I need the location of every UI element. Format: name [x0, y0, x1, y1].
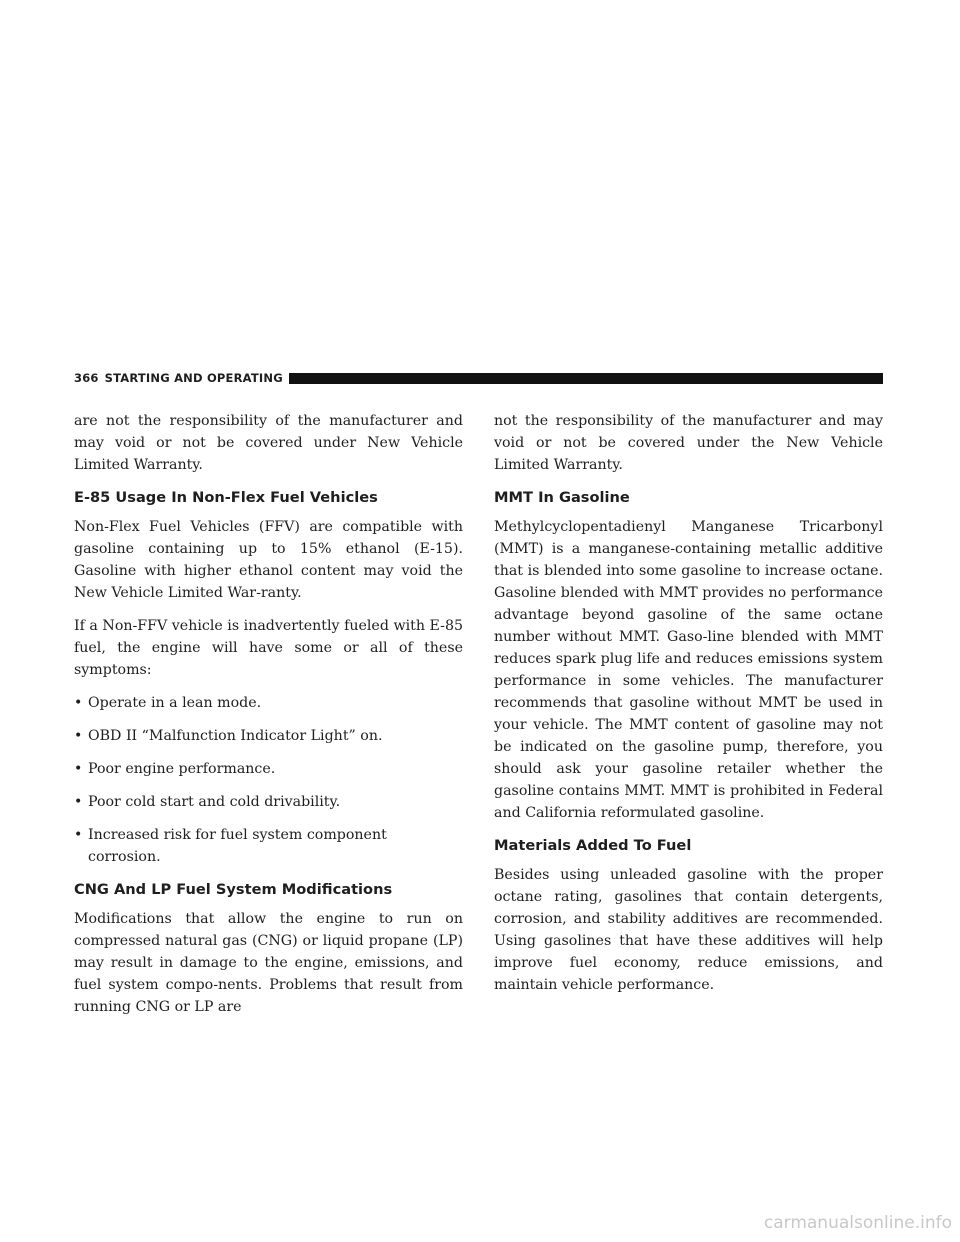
- section-title: STARTING AND OPERATING: [104, 371, 283, 385]
- mmt-paragraph: Methylcyclopentadienyl Manganese Tricarbonyl (MMT) is a manganese-containing metallic additive that is blended into some gasoline to increase octane. Gasoline blended with MMT provides no performance advantage beyond gasoline of the same octane number without MMT. Gaso-line blended with MMT reduces spark plug life and reduces emissions system performance in some vehicles. The manufacturer recommends that gasoline without MMT be used in your vehicle. The MMT content of gasoline may not be indicated on the gasoline pump, therefore, you should ask your gasoline retailer whether the gasoline contains MMT. MMT is prohibited in Federal and California reformulated gasoline.: [494, 519, 883, 821]
- list-item-text: Increased risk for fuel system component corrosion.: [88, 827, 387, 865]
- list-item-text: Operate in a lean mode.: [88, 695, 262, 711]
- list-item-text: Poor cold start and cold drivability.: [88, 794, 341, 810]
- list-item: [74, 692, 463, 714]
- page-header: [74, 370, 883, 386]
- left-column: [74, 410, 463, 1029]
- mmt-heading: MMT In Gasoline: [494, 489, 630, 506]
- bullet-icon: •: [74, 695, 83, 711]
- watermark: carmanualsonline.info: [763, 1213, 952, 1233]
- materials-heading: Materials Added To Fuel: [494, 837, 692, 854]
- list-item: [74, 824, 463, 868]
- cng-paragraph: Modifications that allow the engine to run on compressed natural gas (CNG) or liquid propane (LP) may result in damage to the engine, emissions, and fuel system compo-nents. Problems that result from running CNG or LP are: [74, 911, 463, 1015]
- intro-paragraph: are not the responsibility of the manufacturer and may void or not be covered under New Vehicle Limited Warranty.: [74, 413, 463, 473]
- bullet-icon: •: [74, 761, 83, 777]
- list-item: [74, 791, 463, 813]
- list-item-text: OBD II “Malfunction Indicator Light” on.: [88, 728, 383, 744]
- cng-heading: CNG And LP Fuel System Modifications: [74, 881, 393, 898]
- bullet-icon: •: [74, 794, 83, 810]
- continuation-paragraph: not the responsibility of the manufacturer and may void or not be covered under the New Vehicle Limited Warranty.: [494, 413, 883, 473]
- list-item: [74, 725, 463, 747]
- e85-heading: E-85 Usage In Non-Flex Fuel Vehicles: [74, 489, 378, 506]
- list-item-text: Poor engine performance.: [88, 761, 276, 777]
- e85-paragraph-1: Non-Flex Fuel Vehicles (FFV) are compatible with gasoline containing up to 15% ethanol (E-15). Gasoline with higher ethanol content may void the New Vehicle Limited War-ranty.: [74, 519, 463, 601]
- right-column: [494, 410, 883, 1007]
- bullet-icon: •: [74, 827, 83, 843]
- symptom-list: [74, 692, 463, 868]
- materials-paragraph: Besides using unleaded gasoline with the proper octane rating, gasolines that contain detergents, corrosion, and stability additives are recommended. Using gasolines that have these additives will help improve fuel economy, reduce emissions, and maintain vehicle performance.: [494, 867, 883, 993]
- list-item: [74, 758, 463, 780]
- header-rule: [289, 373, 883, 384]
- e85-paragraph-2: If a Non-FFV vehicle is inadvertently fueled with E-85 fuel, the engine will have some or all of these symptoms:: [74, 618, 463, 678]
- bullet-icon: •: [74, 728, 83, 744]
- page-number: 366: [74, 371, 99, 385]
